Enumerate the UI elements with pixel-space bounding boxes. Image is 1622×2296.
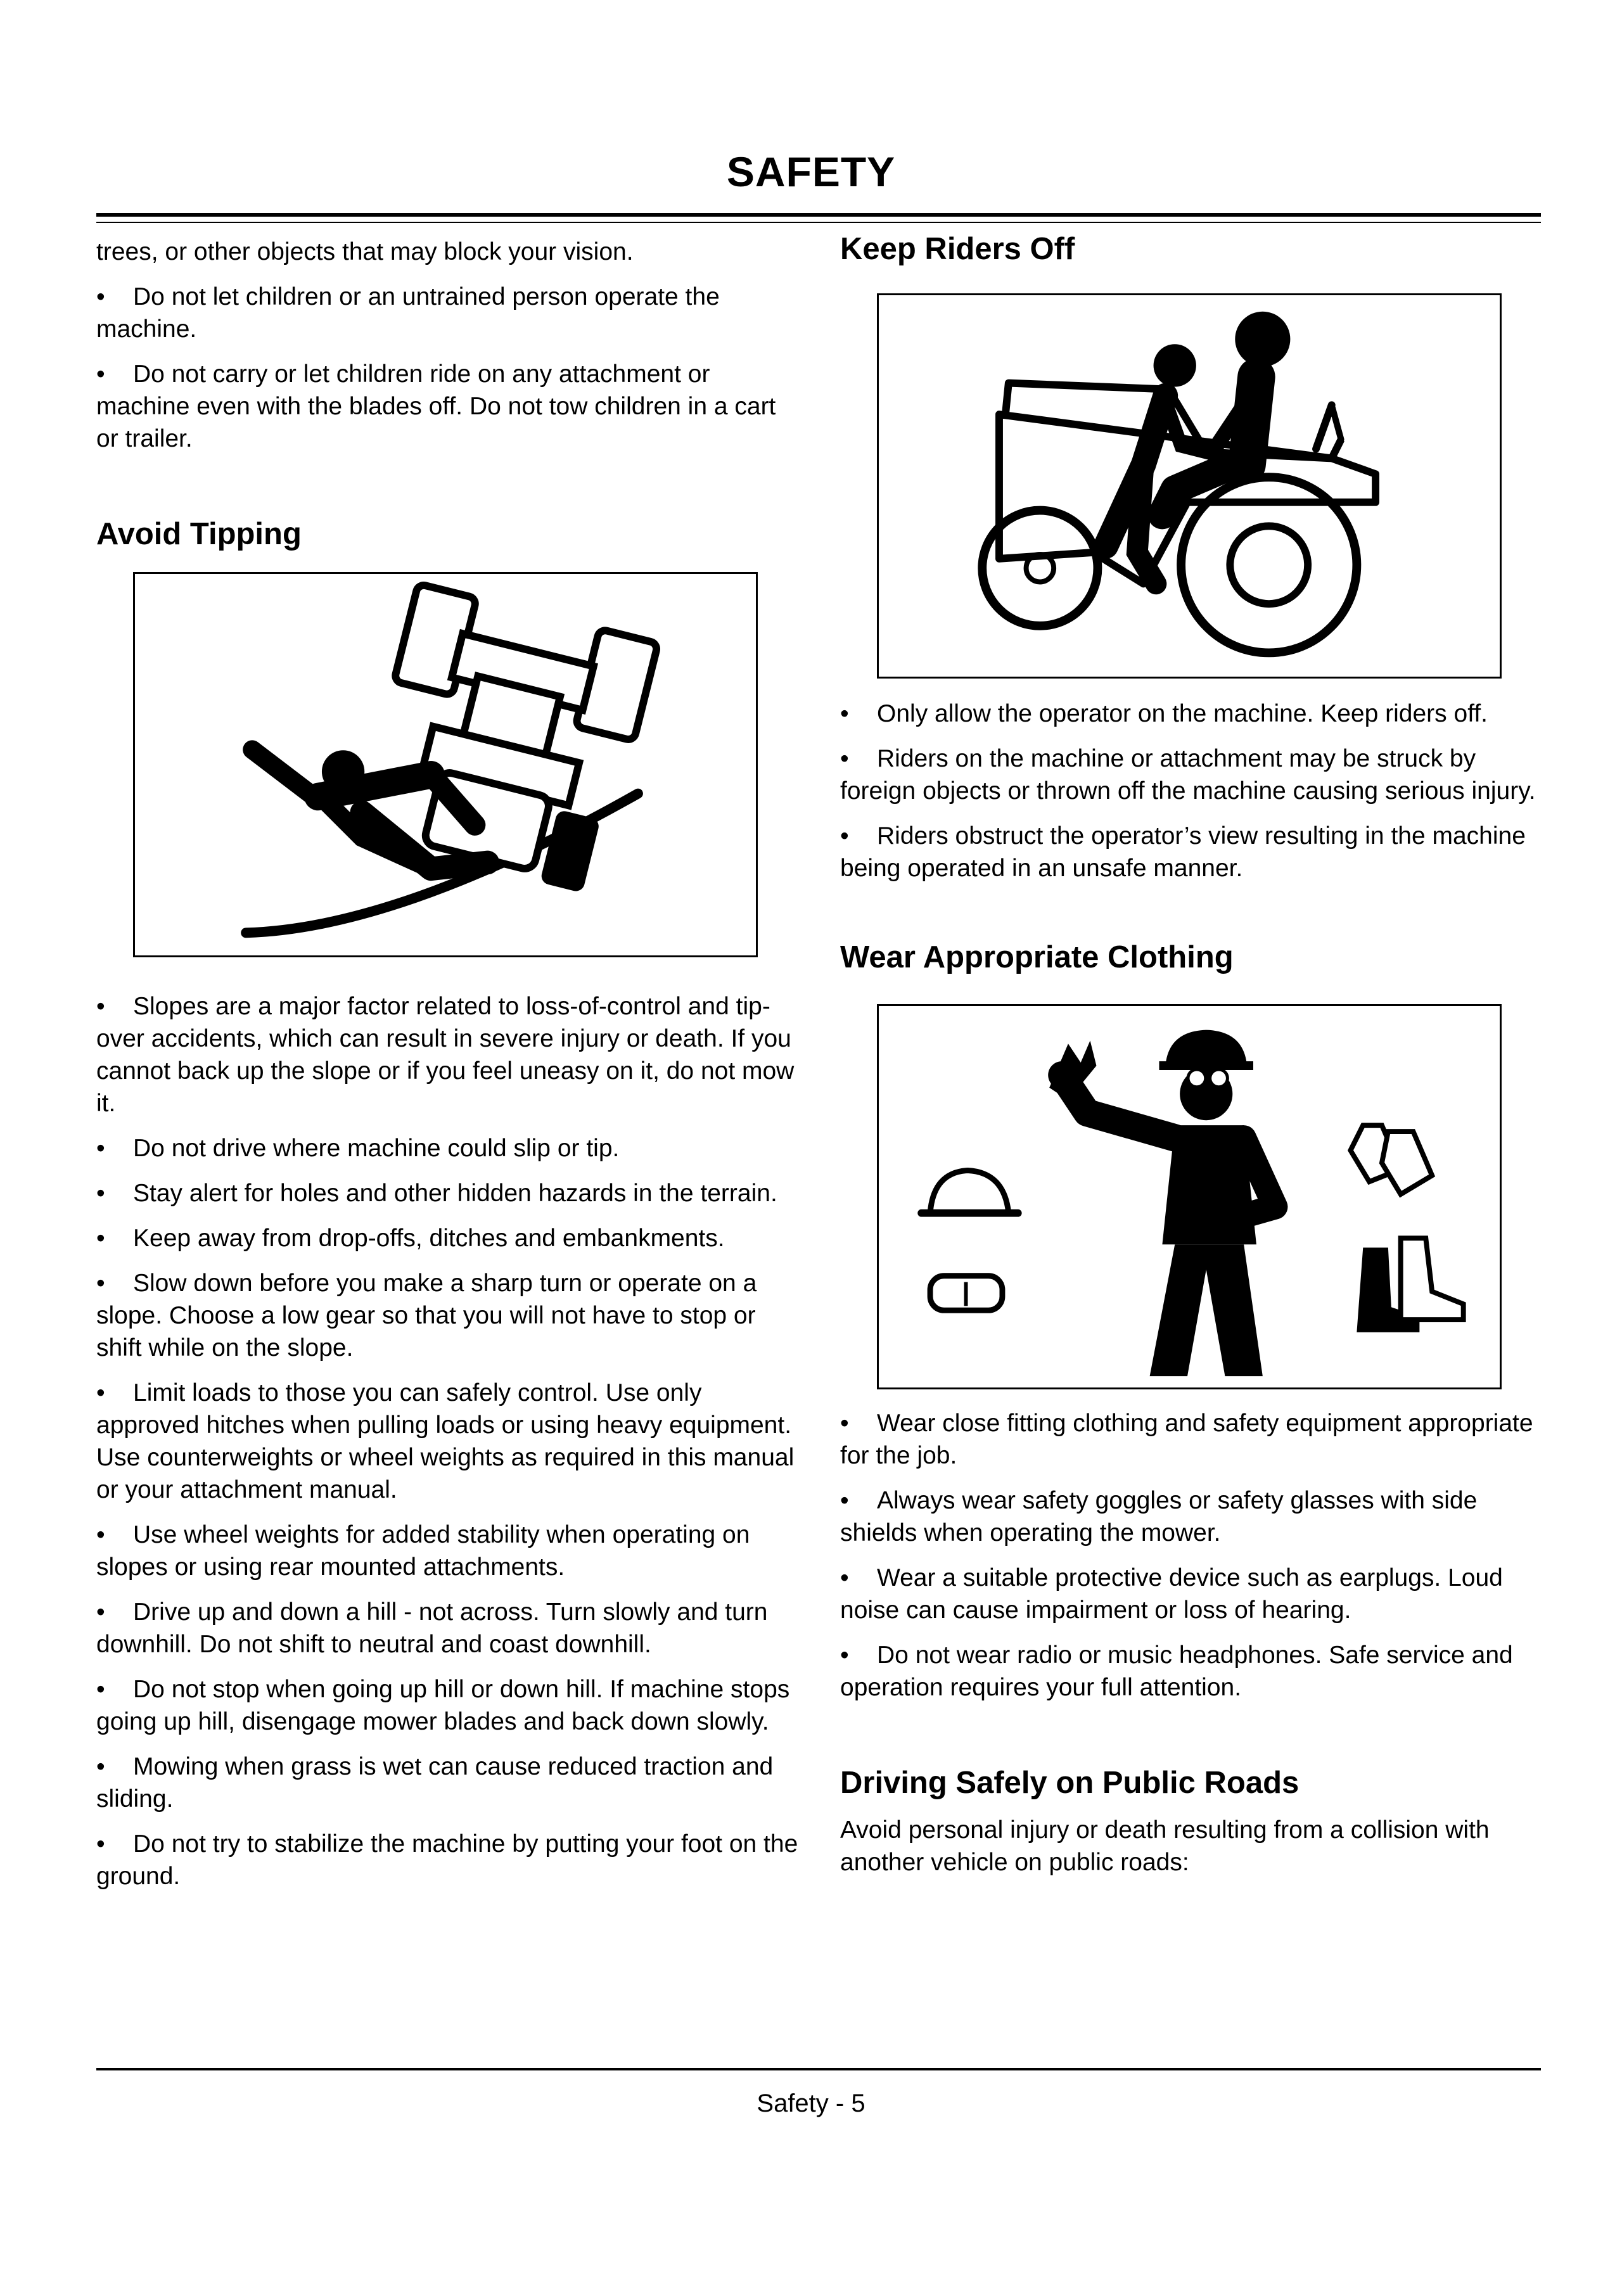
bullet-item: • Do not try to stabilize the machine by putting your foot on the ground. (96, 1830, 798, 1890)
bullet-item: • Do not let children or an untrained person operate the machine. (96, 283, 720, 343)
header-rule-thick (96, 213, 1541, 217)
bullet-item: • Riders obstruct the operator’s view resulting in the machine being operated in an unsafe manner. (840, 822, 1526, 882)
left-column (96, 236, 800, 1905)
tipping-tractor-illustration (133, 572, 758, 957)
heading-keep-riders-off: Keep Riders Off (840, 232, 1075, 266)
bullet-item: • Do not stop when going up hill or down hill. If machine stops going up hill, disengage mower blades and back down slowly. (96, 1675, 790, 1735)
paragraph: Avoid personal injury or death resulting from a collision with another vehicle on public roads: (840, 1816, 1490, 1877)
heading-wear-clothing: Wear Appropriate Clothing (840, 940, 1234, 974)
bullet-item: • Mowing when grass is wet can cause reduced traction and sliding. (96, 1752, 774, 1813)
header-rule-thin (96, 222, 1541, 223)
page-number: Safety - 5 (757, 2089, 865, 2117)
bullet-item: • Limit loads to those you can safely control. Use only approved hitches when pulling loads or using heavy equipment. Use counterweights or wheel weights as required in this manual or your attachment manual. (96, 1379, 795, 1503)
bullet-item: • Stay alert for holes and other hidden hazards in the terrain. (96, 1179, 777, 1207)
bullet-item: • Use wheel weights for added stability when operating on slopes or using rear mounted attachments. (96, 1521, 750, 1581)
footer-rule (96, 2068, 1541, 2070)
bullet-item: • Wear a suitable protective device such as earplugs. Loud noise can cause impairment or loss of hearing. (840, 1564, 1503, 1624)
protective-equipment-icon (879, 1006, 1500, 1387)
bullet-item: • Do not wear radio or music headphones. Safe service and operation requires your full attention. (840, 1641, 1513, 1701)
page-title: SAFETY (726, 148, 896, 195)
bullet-item: • Drive up and down a hill - not across. Turn slowly and turn downhill. Do not shift to neutral and coast downhill. (96, 1598, 768, 1658)
heading-avoid-tipping: Avoid Tipping (96, 517, 302, 551)
right-column (840, 231, 1543, 1891)
tractor-rider-icon (879, 295, 1500, 677)
riders-off-illustration (877, 293, 1502, 679)
clothing-illustration (877, 1004, 1502, 1389)
bullet-item: • Only allow the operator on the machine. Keep riders off. (840, 699, 1488, 727)
bullet-item: • Always wear safety goggles or safety glasses with side shields when operating the mower. (840, 1486, 1478, 1547)
bullet-item: • Wear close fitting clothing and safety equipment appropriate for the job. (840, 1409, 1533, 1469)
tractor-tipping-icon (135, 574, 756, 955)
bullet-item: • Keep away from drop-offs, ditches and embankments. (96, 1224, 725, 1252)
bullet-item: • Do not drive where machine could slip or tip. (96, 1134, 620, 1162)
bullet-item: • Do not carry or let children ride on any attachment or machine even with the blades off. Do not tow children in a cart or trailer. (96, 360, 776, 452)
bullet-item: • Slow down before you make a sharp turn or operate on a slope. Choose a low gear so that you will not have to stop or shift while on the slope. (96, 1269, 757, 1362)
paragraph: trees, or other objects that may block your vision. (96, 238, 634, 265)
heading-public-roads: Driving Safely on Public Roads (840, 1765, 1300, 1800)
bullet-item: • Slopes are a major factor related to loss-of-control and tip-over accidents, which can result in severe injury or death. If you cannot back up the slope or if you feel uneasy on it, do not mow it. (96, 992, 795, 1117)
bullet-item: • Riders on the machine or attachment may be struck by foreign objects or thrown off the machine causing serious injury. (840, 744, 1536, 805)
